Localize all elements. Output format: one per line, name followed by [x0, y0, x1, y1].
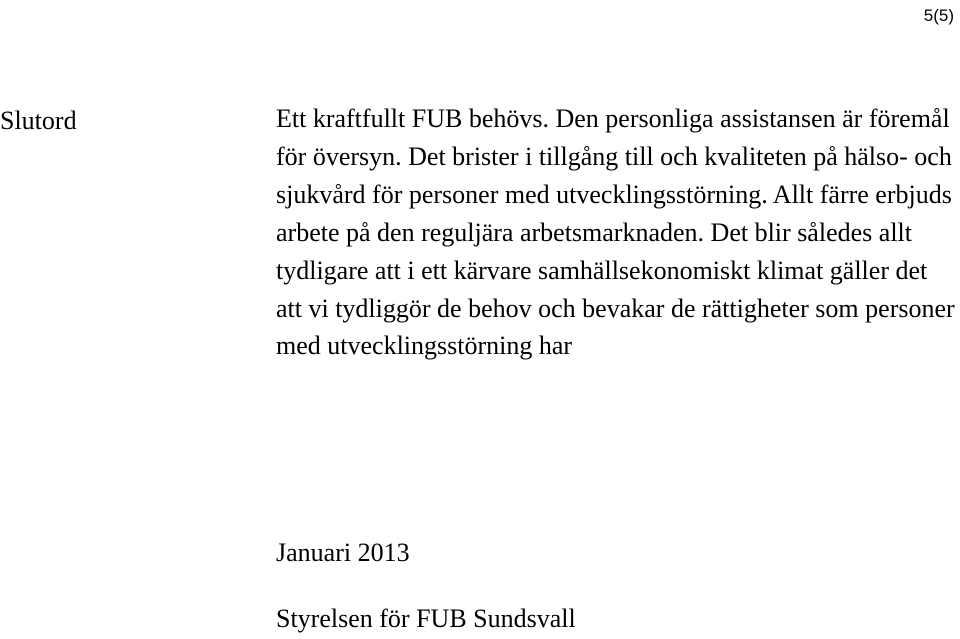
page-number: 5(5)	[923, 6, 954, 25]
date-line: Januari 2013	[276, 538, 410, 567]
section-heading: Slutord	[0, 106, 77, 135]
body-paragraph: Ett kraftfullt FUB behövs. Den personliga assistansen är föremål för översyn. Det brister i tillgång till och kvaliteten på hälso- och sjukvård för personer med utvecklingsstörning. Allt färre erbjuds arbete på den reguljära arbetsmarknaden. Det blir således allt tydligare att i ett kärvare samhällsekonomiskt klimat gäller det att vi tydliggör de behov och bevakar de rättigheter som personer med utvecklingsstörning har	[276, 104, 955, 361]
signature-line: Styrelsen för FUB Sundsvall	[276, 604, 576, 633]
